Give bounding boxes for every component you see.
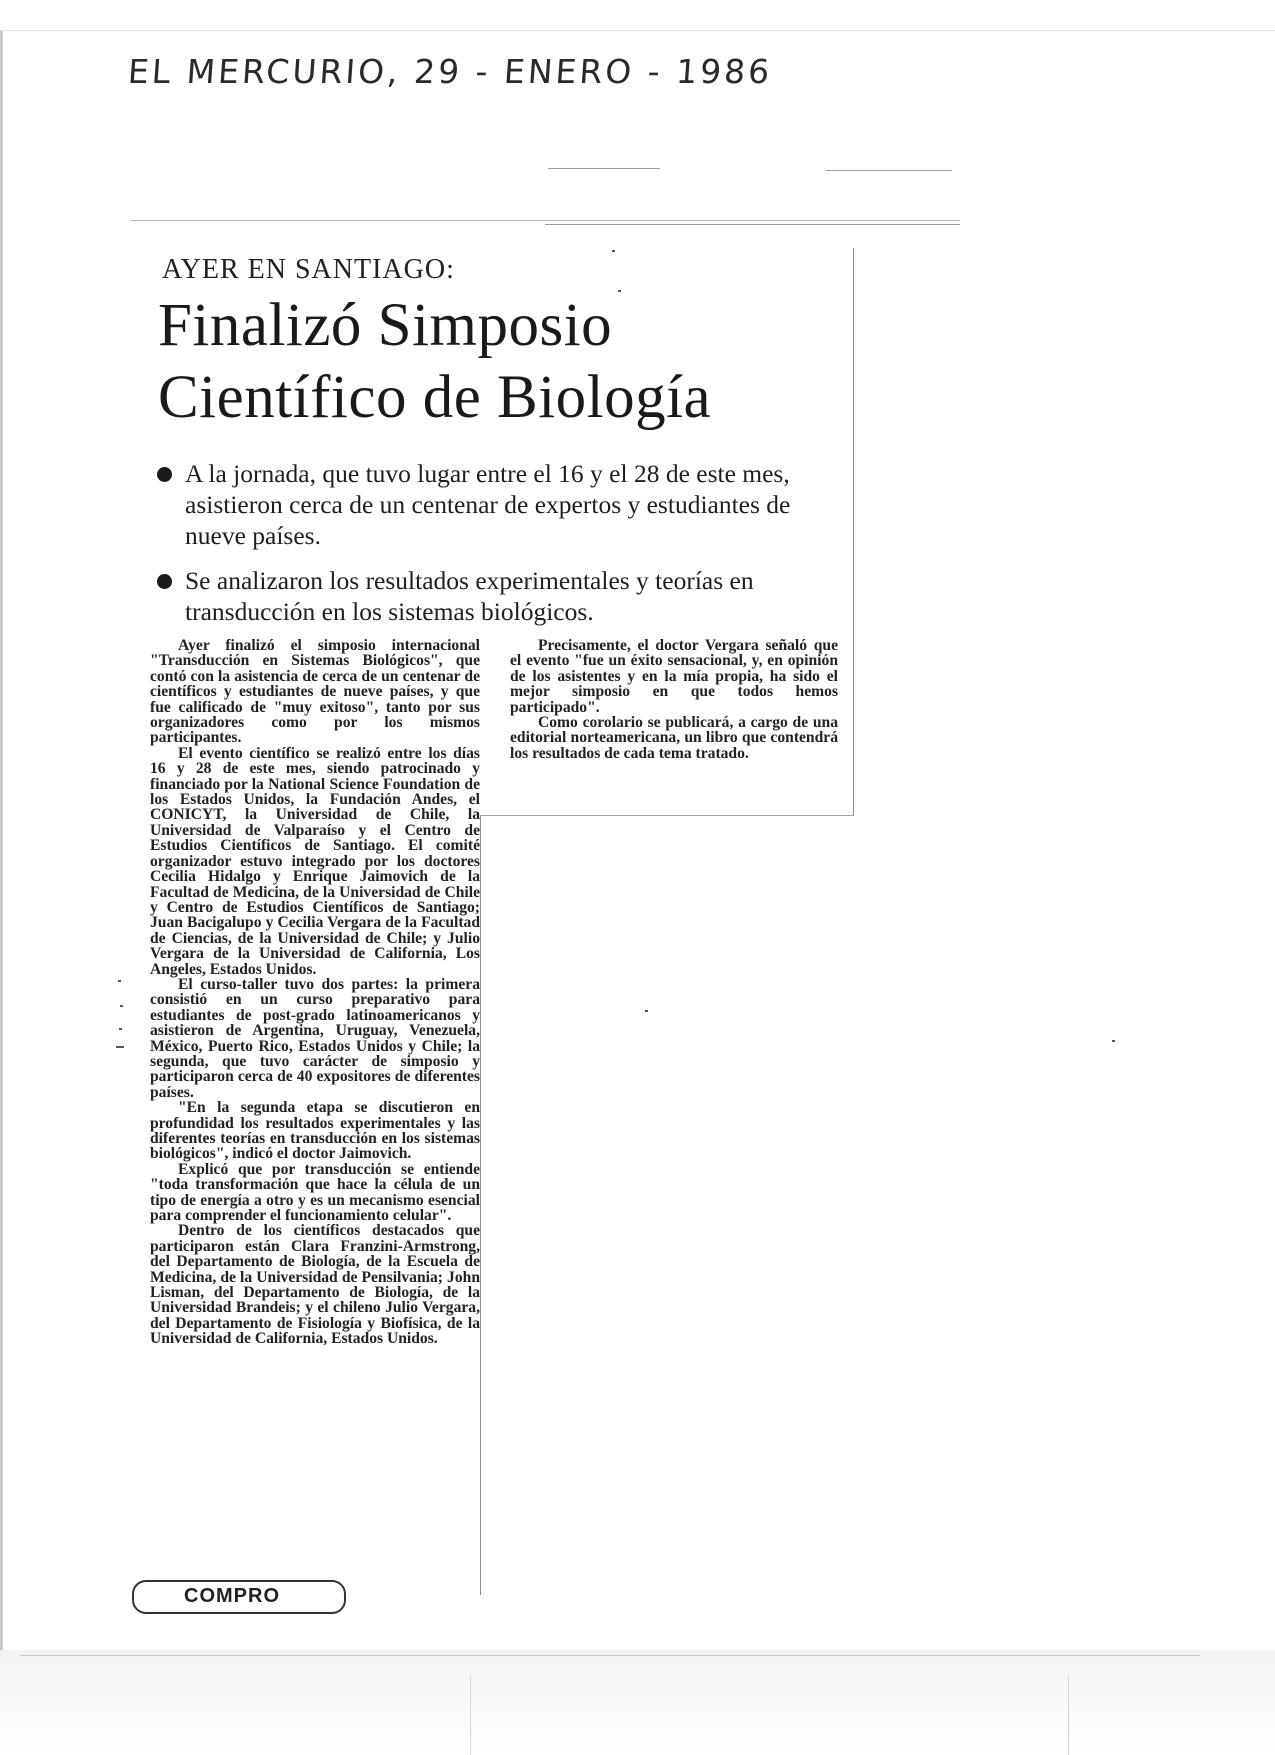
ad-fragment-text: COMPRO xyxy=(184,1585,280,1607)
body-paragraph: Explicó que por transducción se entiende "toda transformación que hace la célula de un tipo de energía a otro y es un mecanismo esencial para comprender el funcionamiento celular". xyxy=(150,1160,480,1225)
faint-rule xyxy=(545,224,960,225)
faint-rule xyxy=(826,170,952,171)
faint-rule xyxy=(130,220,960,221)
article-summary-bullets xyxy=(155,458,845,641)
scan-speck xyxy=(618,290,621,292)
bullet-dot-icon xyxy=(157,467,172,482)
scan-speck xyxy=(118,980,121,982)
scan-speck xyxy=(120,1005,123,1007)
summary-bullet xyxy=(155,565,845,627)
headline-line: Científico de Biología xyxy=(158,364,712,431)
bottom-fold-line xyxy=(1068,1675,1069,1755)
body-paragraph: "En la segunda etapa se discutieron en profundidad los resultados experimentales y las diferentes teorías en transducción en los sistemas biológicos", indicó el doctor Jaimovich. xyxy=(150,1099,480,1163)
body-paragraph: Precisamente, el doctor Vergara señaló que el evento "fue un éxito sensacional, y, en opinión de los asistentes y en la mía propia, ha sido el mejor simposio en que todos hemos participado". xyxy=(510,637,838,716)
scan-speck xyxy=(1112,1040,1115,1042)
body-paragraph: Como corolario se publicará, a cargo de una editorial norteamericana, un libro que contendrá los resultados de cada tema tratado. xyxy=(510,714,838,762)
body-paragraph: Dentro de los científicos destacados que participaron están Clara Franzini-Armstrong, del Departamento de Biología, de la Escuela de Medicina, de la Universidad de Pensilvania; John Lisman, del Departamento de Biología, de la Universidad Brandeis; y el chileno Julio Vergara, del Departamento de Fisiología y Biofísica, de la Universidad de California, Estados Unidos. xyxy=(150,1222,480,1348)
body-paragraph: El evento científico se realizó entre los días 16 y 28 de este mes, siendo patrocinado y financiado por la National Science Foundation de los Estados Unidos, la Fundación Andes, el CONICYT, la Universidad de Chile, la Universidad de Valparaíso y el Centro de Estudios Científicos de Santiago. El comité organizador estuvo integrado por los doctores Cecilia Hidalgo y Enrique Jaimovich de la Facultad de Medicina, de la Universidad de Chile y Centro de Estudios Científicos de Santiago; Juan Bacigalupo y Cecilia Vergara de la Facultad de Ciencias, de la Universidad de Chile; y Julio Vergara de la Universidad de California, Los Angeles, Estados Unidos. xyxy=(150,744,480,978)
summary-bullet-text: Se analizaron los resultados experimentales y teorías en transducción en los sistemas biológicos. xyxy=(185,566,754,626)
clipping-border xyxy=(480,815,854,816)
article-kicker: AYER EN SANTIAGO: xyxy=(162,254,455,285)
scan-speck xyxy=(612,250,615,252)
summary-bullet-text: A la jornada, que tuvo lugar entre el 16 y el 28 de este mes, asistieron cerca de un centenar de expertos y estudiantes de nueve países. xyxy=(185,459,791,550)
adjacent-ad-fragment xyxy=(132,1580,346,1614)
article-body-left-column xyxy=(150,638,480,1347)
body-paragraph: El curso-taller tuvo dos partes: la primera consistió en un curso preparativo para estudiantes de post-grado latinoamericanos y asistieron de Argentina, Uruguay, Venezuela, México, Puerto Rico, Estados Unidos y Chile; la segunda, que tuvo carácter de simposio y participaron cerca de 40 expositores de diferentes países. xyxy=(150,975,480,1101)
faint-rule xyxy=(548,168,660,169)
scan-speck xyxy=(645,1010,648,1012)
page-edge-left xyxy=(0,30,3,1730)
article-headline xyxy=(158,290,858,434)
clipping-border xyxy=(480,815,481,1595)
bottom-fold-line xyxy=(470,1675,471,1755)
handwritten-source-note: EL MERCURIO, 29 - ENERO - 1986 xyxy=(126,52,774,91)
article-body-right-column xyxy=(510,638,838,761)
bottom-rule xyxy=(20,1655,1200,1656)
body-paragraph: Ayer finalizó el simposio internacional "Transducción en Sistemas Biológicos", que contó con la asistencia de cerca de un centenar de científicos y estudiantes de nueve países, y que fue calificado de "muy exitoso", tanto por sus organizadores como por los mismos participantes. xyxy=(150,637,480,747)
summary-bullet xyxy=(155,458,845,551)
headline-line: Finalizó Simposio xyxy=(158,292,613,359)
bullet-dot-icon xyxy=(157,574,172,589)
page-edge-top xyxy=(0,30,1275,31)
scan-speck xyxy=(116,1046,124,1048)
page-bottom-shadow xyxy=(0,1650,1275,1755)
scan-speck xyxy=(119,1028,122,1030)
